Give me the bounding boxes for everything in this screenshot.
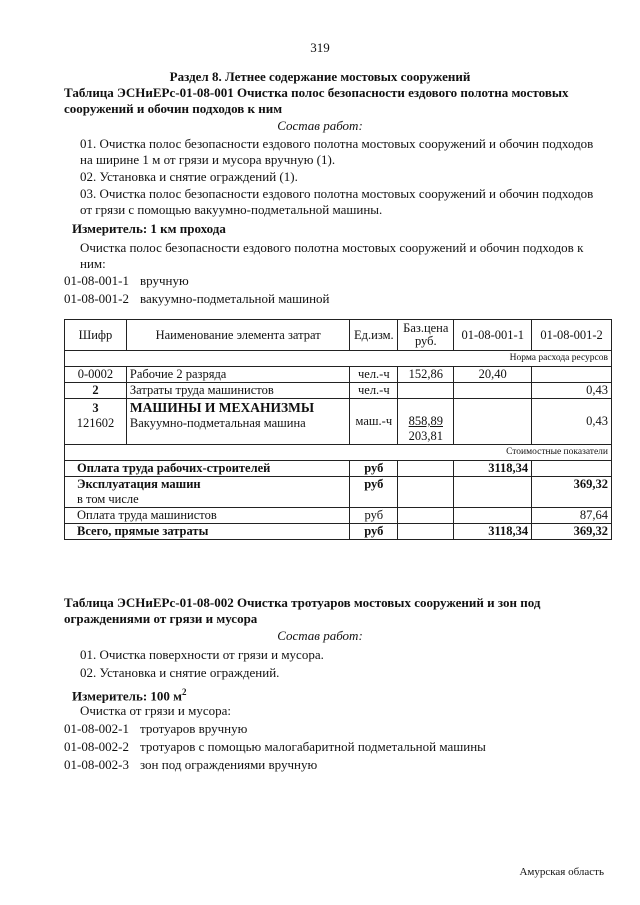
cost-label: Стоимостные показатели xyxy=(65,445,612,461)
total-operators-unit: руб xyxy=(350,508,398,524)
table1-code-2-desc: вакуумно-подметальной машиной xyxy=(140,291,330,306)
row1-code: 0-0002 xyxy=(65,367,127,383)
header-name: Наименование элемента затрат xyxy=(126,320,349,351)
table2-works-heading: Состав работ: xyxy=(277,628,363,643)
row2-name: Затраты труда машинистов xyxy=(126,383,349,399)
table2-measure-text: Измеритель: 100 м xyxy=(72,688,183,704)
row3-code: 121602 xyxy=(76,416,115,430)
total-workers-c1: 3118,34 xyxy=(454,461,532,477)
row2-c2: 0,43 xyxy=(532,383,612,399)
row1-unit: чел.-ч xyxy=(350,367,398,383)
row3-group-name: МАШИНЫ И МЕХАНИЗМЫ xyxy=(129,400,315,415)
table1-measure: Измеритель: 1 км прохода xyxy=(72,221,226,236)
resource-table xyxy=(64,319,612,540)
table1-code-1-desc: вручную xyxy=(140,273,189,288)
row3-name: Вакуумно-подметальная машина xyxy=(129,416,306,430)
table2-title-line2: ограждениями от грязи и мусора xyxy=(64,611,258,626)
header-column-2: 01-08-001-2 xyxy=(532,320,612,351)
row2-price xyxy=(398,383,454,399)
header-code: Шифр xyxy=(65,320,127,351)
page-number: 319 xyxy=(310,40,330,55)
total-workers-c2 xyxy=(532,461,612,477)
row3-unit: маш.-ч xyxy=(355,414,393,428)
section-title: Раздел 8. Летнее содержание мостовых сооружений xyxy=(169,69,471,84)
table1-work-2: 02. Установка и снятие ограждений (1). xyxy=(80,169,298,184)
total-machines-c1 xyxy=(454,477,532,508)
table2-code-3-desc: зон под ограждениями вручную xyxy=(140,757,318,772)
total-workers-unit: руб xyxy=(350,461,398,477)
row3-c2: 0,43 xyxy=(586,414,608,428)
total-machines-c2: 369,32 xyxy=(532,477,612,508)
table2-measure xyxy=(72,684,187,704)
table2-code-3: 01-08-002-3 xyxy=(64,757,129,772)
table-row xyxy=(65,508,612,524)
table-header-row xyxy=(65,320,612,351)
row1-name: Рабочие 2 разряда xyxy=(126,367,349,383)
total-direct-c2: 369,32 xyxy=(532,524,612,540)
cost-label-row xyxy=(65,445,612,461)
row2-unit: чел.-ч xyxy=(350,383,398,399)
table1-work-1-line2: на ширине 1 м от грязи и мусора вручную (1). xyxy=(80,152,336,167)
row1-price: 152,86 xyxy=(398,367,454,383)
row3-price-b: 203,81 xyxy=(408,429,443,443)
header-unit: Ед.изм. xyxy=(350,320,398,351)
table1-code-1: 01-08-001-1 xyxy=(64,273,129,288)
table2-measure-sup: 2 xyxy=(182,687,187,697)
table-row xyxy=(65,383,612,399)
table1-intro-line1: Очистка полос безопасности ездового полотна мостовых сооружений и обочин подходов к xyxy=(80,240,584,255)
table2-code-1-desc: тротуаров вручную xyxy=(140,721,248,736)
table2-code-2-desc: тротуаров с помощью малогабаритной подметальной машины xyxy=(140,739,486,754)
table1-title-line2: сооружений и обочин подходов к ним xyxy=(64,101,283,116)
table2-work-1: 01. Очистка поверхности от грязи и мусора. xyxy=(80,647,324,662)
row3-group-code: 3 xyxy=(92,401,99,415)
table2-code-2: 01-08-002-2 xyxy=(64,739,129,754)
header-column-1: 01-08-001-1 xyxy=(454,320,532,351)
total-workers-name: Оплата труда рабочих-строителей xyxy=(65,461,350,477)
table1-title-line1: Таблица ЭСНиЕРс-01-08-001 Очистка полос безопасности ездового полотна мостовых xyxy=(64,85,569,100)
table1-works-heading: Состав работ: xyxy=(277,118,363,133)
table-row xyxy=(65,477,612,508)
total-direct-c1: 3118,34 xyxy=(454,524,532,540)
table-row xyxy=(65,367,612,383)
table2-work-2: 02. Установка и снятие ограждений. xyxy=(80,665,280,680)
row2-c1 xyxy=(454,383,532,399)
table1-work-1-line1: 01. Очистка полос безопасности ездового полотна мостовых сооружений и обочин подходов xyxy=(80,136,594,151)
total-machines-unit: руб xyxy=(350,477,398,508)
row3-c1 xyxy=(454,399,532,445)
footer-region: Амурская область xyxy=(519,866,604,878)
header-price xyxy=(398,320,454,351)
header-price-line2: руб. xyxy=(414,334,437,348)
table2-code-1: 01-08-002-1 xyxy=(64,721,129,736)
norm-label-row xyxy=(65,351,612,367)
table-row xyxy=(65,399,612,445)
row2-code: 2 xyxy=(65,383,127,399)
total-operators-c2: 87,64 xyxy=(532,508,612,524)
table-row xyxy=(65,461,612,477)
row3-price-a: 858,89 xyxy=(408,414,443,428)
row1-c1: 20,40 xyxy=(454,367,532,383)
table1-intro-line2: ним: xyxy=(80,256,106,271)
table-row xyxy=(65,524,612,540)
total-direct-unit: руб xyxy=(350,524,398,540)
total-operators-name: Оплата труда машинистов xyxy=(65,508,350,524)
table2-intro: Очистка от грязи и мусора: xyxy=(80,703,231,718)
row1-c2 xyxy=(532,367,612,383)
table1-work-3-line2: от грязи с помощью вакуумно-подметальной машины. xyxy=(80,202,383,217)
total-operators-c1 xyxy=(454,508,532,524)
total-machines-name2: в том числе xyxy=(77,492,139,506)
total-machines-name: Эксплуатация машин xyxy=(77,477,201,491)
table2-title-line1: Таблица ЭСНиЕРс-01-08-002 Очистка тротуаров мостовых сооружений и зон под xyxy=(64,595,541,610)
total-direct-name: Всего, прямые затраты xyxy=(65,524,350,540)
table1-code-2: 01-08-001-2 xyxy=(64,291,129,306)
header-price-line1: Баз.цена xyxy=(403,321,449,335)
table1-work-3-line1: 03. Очистка полос безопасности ездового полотна мостовых сооружений и обочин подходов xyxy=(80,186,594,201)
norm-label: Норма расхода ресурсов xyxy=(65,351,612,367)
